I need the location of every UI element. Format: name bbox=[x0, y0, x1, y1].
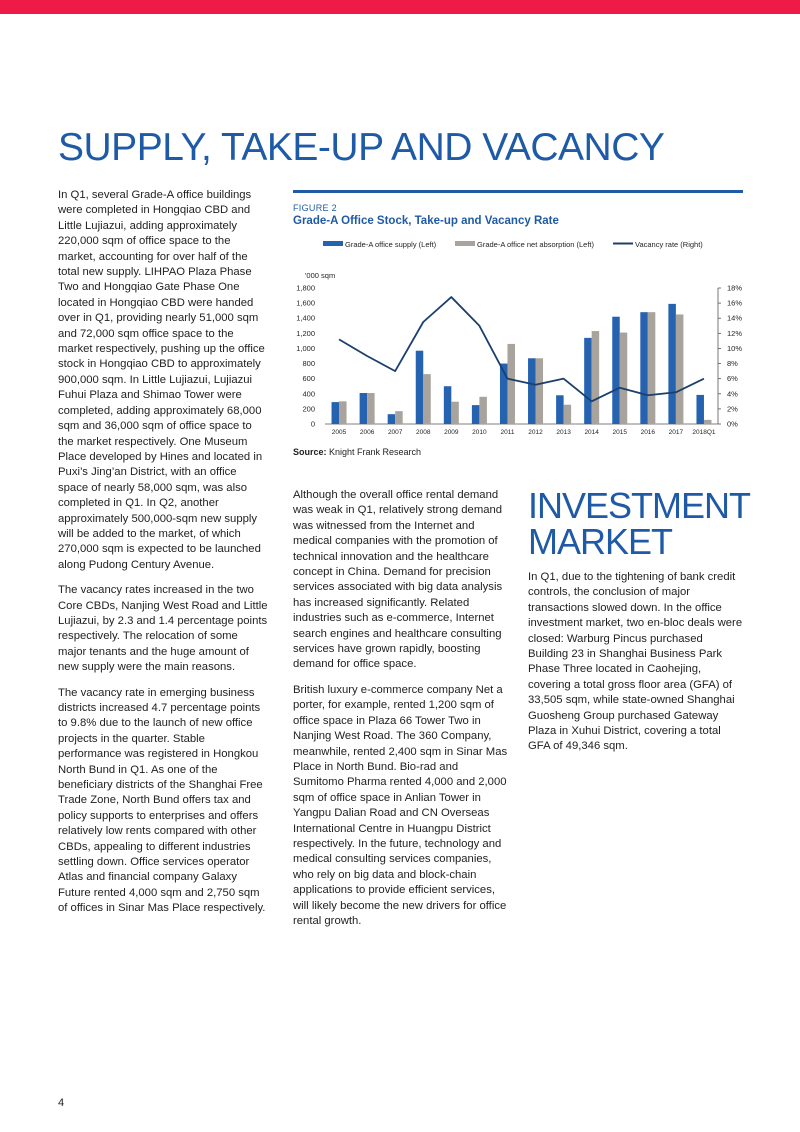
bar-absorption bbox=[620, 333, 628, 424]
right-axis-tick-label: 6% bbox=[727, 374, 738, 384]
x-axis-tick-label: 2008 bbox=[416, 429, 431, 436]
legend-label-supply: Grade-A office supply (Left) bbox=[345, 240, 437, 249]
section-title-line: INVESTMENT bbox=[528, 485, 751, 526]
bar-absorption bbox=[507, 344, 515, 424]
bar-supply bbox=[528, 358, 536, 424]
chart-legend bbox=[323, 240, 703, 249]
bar-supply bbox=[640, 312, 648, 424]
x-axis-tick-label: 2014 bbox=[584, 429, 599, 436]
paragraph: The vacancy rates increased in the two Core CBDs, Nanjing West Road and Little Lujiazui, by 2.3 and 1.4 percentage points respectively. The relocation of some major tenants and the huge amount of new supply were the main reasons. bbox=[58, 584, 268, 674]
right-axis-tick-label: 14% bbox=[727, 313, 743, 323]
paragraph: British luxury e-commerce company Net a porter, for example, rented 1,200 sqm of office space in Plaza 66 Tower Two in Nanjing West Road. The 360 Company, meanwhile, rented 2,400 sqm in Sinar Mas Place in North Bund. Bio-rad and Sumitomo Pharma rented 4,000 and 2,000 sqm of office space in Anlian Tower in Yangpu Dalian Road and CN Overseas International Centre in Huangpu District respectively. In the future, technology and medical consulting services companies, who rely on big data and block-chain applications to provide efficient services, will likely become the new drivers for office rental growth. bbox=[293, 683, 508, 927]
paragraph: In Q1, due to the tightening of bank credit controls, the conclusion of major transactions slowed down. In the office investment market, two en-bloc deals were closed: Warburg Pincus purchased Building 23 in Shanghai Business Park Phase Three located in Caohejing, covering a total gross floor area (GFA) of 33,505 sqm, while state-owned Shanghai Guosheng Group purchased Gateway Plaza in Xuhui District, covering a total GFA of 49,346 sqm. bbox=[528, 571, 743, 753]
bar-absorption bbox=[704, 420, 712, 424]
bar-absorption bbox=[676, 314, 684, 424]
section-title-line: MARKET bbox=[528, 521, 673, 562]
column-left bbox=[58, 188, 268, 927]
right-axis-tick-label: 4% bbox=[727, 389, 738, 399]
bar-supply bbox=[360, 393, 368, 424]
page-number: 4 bbox=[58, 1097, 65, 1109]
left-axis-tick-label: 1,000 bbox=[296, 343, 315, 353]
figure-source bbox=[293, 447, 421, 457]
page-title: SUPPLY, TAKE-UP AND VACANCY bbox=[58, 126, 665, 169]
paragraph: In Q1, several Grade-A office buildings were completed in Hongqiao CBD and Little Lujiazui, adding approximately 220,000 sqm of office space to the market, accounting for over half of the total new supply. LIHPAO Plaza Phase Two and Hongqiao Gate Phase One located in Hongqiao CBD were handed over in Q1, providing nearly 51,000 sqm and 72,000 sqm office space to the market respectively, pushing up the office stock in Hongqiao CBD to approximately 900,000 sqm. In Little Lujiazui, Lujiazui Fuhui Plaza and Shimao Tower were completed, adding approximately 68,000 sqm and 36,000 sqm of office space to the market respectively. One Museum Place developed by Hines and located in Puxi’s Jing’an District, with an office space of nearly 58,000 sqm, was also completed in Q1. In Q2, another approximately 500,000-sqm new supply will be added to the market, of which 270,000 sqm is expected to be launched along Pudong Century Avenue. bbox=[58, 189, 265, 571]
paragraph: Although the overall office rental demand was weak in Q1, relatively strong demand was witnessed from the Internet and medical companies with the promotion of technical innovation and the healthcare concept in China. Demand for precision services associated with big data analysis has increased significantly. Related industries such as e-commerce, Internet search engines and healthcare consulting services have grown rapidly, boosting demand for office space. bbox=[293, 489, 503, 671]
figure-rule bbox=[293, 190, 743, 193]
x-axis-tick-label: 2009 bbox=[444, 429, 459, 436]
x-axis-tick-label: 2012 bbox=[528, 429, 543, 436]
bar-absorption bbox=[536, 358, 544, 424]
right-axis-tick-label: 16% bbox=[727, 298, 743, 308]
bar-supply bbox=[388, 414, 396, 424]
bar-supply bbox=[612, 317, 620, 424]
left-axis-tick-label: 1,200 bbox=[296, 328, 315, 338]
x-axis-tick-label: 2015 bbox=[612, 429, 627, 436]
column-right bbox=[528, 570, 743, 765]
x-axis-tick-label: 2017 bbox=[668, 429, 684, 436]
bar-absorption bbox=[564, 405, 572, 424]
x-axis-tick-label: 2010 bbox=[472, 429, 487, 436]
left-axis-tick-label: 1,600 bbox=[296, 298, 315, 308]
source-text: Knight Frank Research bbox=[326, 447, 422, 457]
left-axis-tick-label: 1,800 bbox=[296, 283, 315, 293]
left-axis-unit: '000 sqm bbox=[305, 271, 336, 280]
left-axis-tick-label: 200 bbox=[302, 404, 315, 414]
top-accent-bar bbox=[0, 0, 800, 14]
right-axis-tick-label: 18% bbox=[727, 283, 743, 293]
column-middle bbox=[293, 488, 508, 939]
bar-supply bbox=[332, 402, 340, 424]
bar-supply bbox=[444, 386, 452, 424]
bar-absorption bbox=[648, 312, 656, 424]
right-axis-tick-label: 10% bbox=[727, 343, 743, 353]
legend-swatch-supply bbox=[323, 241, 343, 246]
bar-supply bbox=[696, 395, 704, 424]
paragraph: The vacancy rate in emerging business districts increased 4.7 percentage points to 9.8% due to the launch of new office projects in the quarter. Stable performance was registered in Hongkou North Bund in Q1. As one of the beneficiary districts of the Shanghai Free Trade Zone, North Bund offers tax and policy supports to enterprises and offers relatively low rents compared with other CBDs, appealing to different industries settling down. Office services operator Atlas and financial company Galaxy Future rented 4,000 sqm and 2,750 sqm of offices in Sinar Mas Place respectively. bbox=[58, 686, 266, 915]
bar-absorption bbox=[479, 397, 487, 424]
bar-absorption bbox=[339, 401, 347, 424]
bar-supply bbox=[668, 304, 676, 424]
figure-label: FIGURE 2 bbox=[293, 203, 337, 213]
source-label: Source: bbox=[293, 447, 327, 457]
figure-title: Grade-A Office Stock, Take-up and Vacancy Rate bbox=[293, 215, 559, 227]
x-axis-tick-label: 2007 bbox=[387, 429, 403, 436]
bar-absorption bbox=[592, 331, 600, 424]
x-axis-tick-label: 2005 bbox=[331, 429, 347, 436]
left-axis-tick-label: 600 bbox=[302, 374, 315, 384]
section-title-investment bbox=[528, 485, 778, 562]
x-axis-tick-label: 2013 bbox=[556, 429, 571, 436]
legend-swatch-absorption bbox=[455, 241, 475, 246]
bar-absorption bbox=[451, 402, 459, 424]
bar-supply bbox=[556, 395, 564, 424]
left-axis-tick-label: 0 bbox=[310, 419, 315, 429]
left-axis-tick-label: 1,400 bbox=[296, 313, 315, 323]
bar-absorption bbox=[367, 393, 375, 424]
bar-absorption bbox=[395, 411, 403, 424]
left-axis-tick-label: 400 bbox=[302, 389, 315, 399]
bar-supply bbox=[584, 338, 592, 424]
left-axis-tick-label: 800 bbox=[302, 359, 315, 369]
right-axis-tick-label: 12% bbox=[727, 328, 743, 338]
legend-label-vacancy: Vacancy rate (Right) bbox=[635, 240, 703, 249]
legend-label-absorption: Grade-A office net absorption (Left) bbox=[477, 240, 595, 249]
right-axis-tick-label: 2% bbox=[727, 404, 738, 414]
x-axis-tick-label: 2018Q1 bbox=[692, 429, 716, 436]
right-axis-tick-label: 0% bbox=[727, 419, 738, 429]
figure-chart bbox=[293, 232, 743, 442]
bar-absorption bbox=[423, 374, 431, 424]
right-axis-tick-label: 8% bbox=[727, 359, 738, 369]
x-axis-tick-label: 2016 bbox=[640, 429, 656, 436]
x-axis-tick-label: 2006 bbox=[359, 429, 375, 436]
bar-supply bbox=[472, 405, 480, 424]
bar-supply bbox=[416, 351, 424, 424]
x-axis-tick-label: 2011 bbox=[500, 429, 515, 436]
